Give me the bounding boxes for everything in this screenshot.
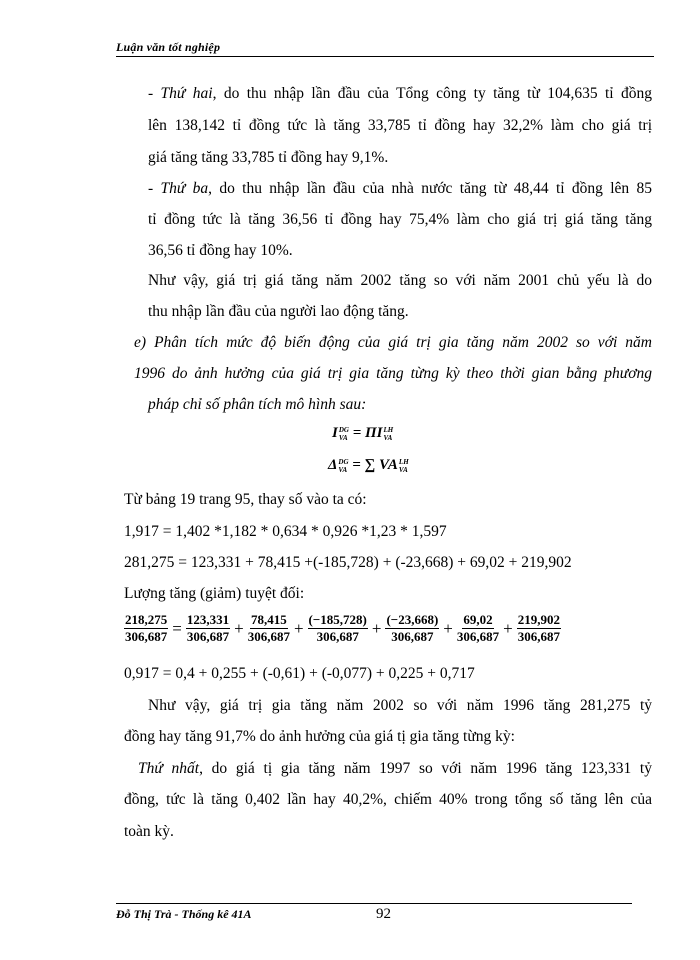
para-lead-thu-nhat: Thứ nhất bbox=[138, 760, 200, 777]
equals-sign: = bbox=[172, 618, 182, 638]
formula-sup: DG bbox=[338, 425, 349, 434]
fraction-numerator: 69,02 bbox=[463, 612, 493, 627]
header-title: Luận văn tốt nghiệp bbox=[116, 40, 221, 54]
fraction-numerator: 219,902 bbox=[517, 612, 560, 627]
section-e-line-1: e) Phân tích mức độ biến động của giá trị gia tăng năm 2002 so với năm bbox=[134, 334, 652, 351]
page-number: 92 bbox=[376, 906, 391, 922]
fraction-1 bbox=[186, 612, 230, 645]
equation-index: 1,917 = 1,402 *1,182 * 0,634 * 0,926 *1,23 * 1,597 bbox=[124, 523, 447, 540]
fraction-2 bbox=[248, 612, 290, 645]
plus-sign: + bbox=[234, 618, 244, 638]
para-conclusion-line-1: Như vậy, giá trị gia tăng năm 2002 so với năm 1996 tăng 281,275 tỷ bbox=[148, 697, 652, 714]
formula-rhs: = ΠI bbox=[348, 425, 383, 441]
para-thu-ba-line-3: 36,56 tỉ đồng hay 10%. bbox=[148, 242, 293, 259]
para-thu-ba-line-2: tỉ đồng tức là tăng 36,56 tỉ đồng hay 75,4% làm cho giá trị giá tăng tăng bbox=[148, 211, 652, 228]
fraction-denominator: 306,687 bbox=[247, 629, 290, 644]
footer-author: Đỗ Thị Trà - Thống kê 41A bbox=[116, 907, 252, 921]
para-thu-ba-line-1 bbox=[148, 179, 652, 199]
formula-sub: VA bbox=[338, 433, 348, 442]
fraction-4 bbox=[385, 612, 439, 645]
para-thu-hai-line-3: giá tăng tăng 33,785 tỉ đồng hay 9,1%. bbox=[148, 149, 389, 166]
formula-delta bbox=[328, 457, 409, 474]
page-footer bbox=[116, 903, 632, 924]
text-tu-bang: Từ bảng 19 trang 95, thay số vào ta có: bbox=[124, 491, 367, 508]
fraction-denominator: 306,687 bbox=[186, 629, 230, 644]
para-nhu-vay-line-2: thu nhập lần đầu của người lao động tăng. bbox=[148, 303, 409, 320]
formula-sub: VA bbox=[398, 465, 408, 474]
fraction-3 bbox=[308, 612, 368, 645]
fraction-denominator: 306,687 bbox=[125, 629, 168, 644]
section-e-line-2: 1996 do ảnh hưởng của giá trị gia tăng từng kỳ theo thời gian bằng phương bbox=[134, 365, 652, 382]
fraction-0 bbox=[124, 612, 168, 645]
plus-sign: + bbox=[443, 618, 453, 638]
para-lead-thu-ba: - Thứ ba bbox=[148, 180, 209, 197]
formula-sub: VA bbox=[383, 433, 393, 442]
formula-index bbox=[332, 425, 393, 442]
para-thu-nhat-line-1 bbox=[138, 759, 652, 779]
formula-sub: VA bbox=[338, 465, 348, 474]
para-thu-hai-line-1 bbox=[148, 84, 652, 104]
equation-relative: 0,917 = 0,4 + 0,255 + (-0,61) + (-0,077) + 0,225 + 0,717 bbox=[124, 665, 475, 682]
para-conclusion-line-2: đồng hay tăng 91,7% do ảnh hưởng của giá tị gia tăng từng kỳ: bbox=[124, 728, 515, 745]
section-e-line-3: pháp chỉ số phân tích mô hình sau: bbox=[148, 396, 367, 413]
fraction-equation bbox=[124, 612, 561, 645]
para-lead-thu-hai: - Thứ hai bbox=[148, 85, 213, 102]
fraction-numerator: 78,415 bbox=[250, 612, 287, 627]
formula-sup: LH bbox=[398, 457, 409, 466]
fraction-denominator: 306,687 bbox=[456, 629, 500, 644]
fraction-numerator: (−185,728) bbox=[308, 612, 367, 627]
para-thu-nhat-line-2: đồng, tức là tăng 0,402 lần hay 40,2%, chiếm 40% trong tổng số tăng lên của bbox=[124, 791, 652, 808]
plus-sign: + bbox=[503, 618, 513, 638]
para-text: , do thu nhập lần đầu của Tổng công ty tăng từ 104,635 tỉ đồng bbox=[212, 85, 652, 102]
para-text: , do thu nhập lần đầu của nhà nước tăng từ 48,44 tỉ đồng lên 85 bbox=[208, 180, 652, 197]
fraction-numerator: 218,275 bbox=[125, 612, 168, 627]
fraction-numerator: 123,331 bbox=[186, 612, 230, 627]
page-header bbox=[116, 38, 654, 57]
para-thu-nhat-line-3: toàn kỳ. bbox=[124, 823, 174, 840]
fraction-denominator: 306,687 bbox=[391, 629, 434, 644]
formula-symbol: Δ bbox=[328, 457, 338, 473]
equation-absolute: 281,275 = 123,331 + 78,415 +(-185,728) + (-23,668) + 69,02 + 219,902 bbox=[124, 554, 572, 571]
formula-symbol: I bbox=[332, 425, 338, 441]
fraction-6 bbox=[517, 612, 561, 645]
plus-sign: + bbox=[293, 618, 304, 638]
text-luong-tang: Lượng tăng (giảm) tuyệt đối: bbox=[124, 585, 305, 602]
fraction-denominator: 306,687 bbox=[316, 629, 359, 644]
fraction-numerator: (−23,668) bbox=[386, 612, 439, 627]
fraction-5 bbox=[457, 612, 499, 645]
fraction-denominator: 306,687 bbox=[517, 629, 560, 644]
formula-rhs: = ∑ VA bbox=[348, 457, 398, 473]
formula-sup: LH bbox=[383, 425, 394, 434]
plus-sign: + bbox=[371, 618, 382, 638]
para-nhu-vay-line-1: Như vậy, giá trị giá tăng năm 2002 tăng so với năm 2001 chủ yếu là do bbox=[148, 272, 652, 289]
para-text: , do giá tị gia tăng năm 1997 so với năm 1996 tăng 123,331 tỷ bbox=[199, 760, 652, 777]
formula-sup: DG bbox=[338, 457, 349, 466]
para-thu-hai-line-2: lên 138,142 tỉ đồng tức là tăng 33,785 tỉ đồng hay 32,2% làm cho giá trị bbox=[148, 117, 652, 134]
